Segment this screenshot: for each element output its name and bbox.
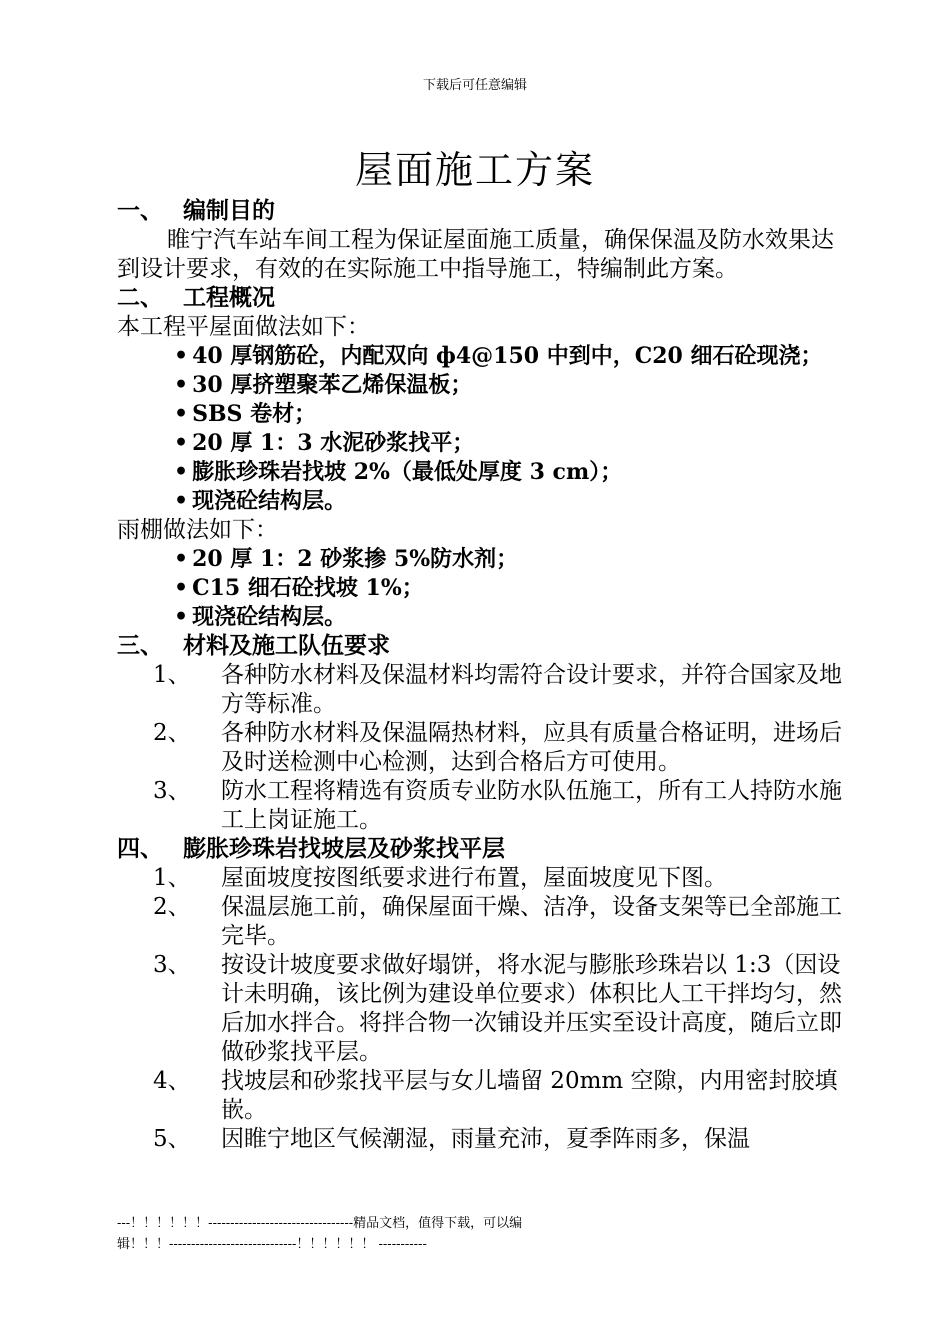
item-text: 保温层施工前，确保屋面干燥、洁净，设备支架等已全部施工完毕。 (221, 894, 842, 949)
roof-bullet-list (117, 342, 842, 516)
bullet-text: 30 厚挤塑聚苯乙烯保温板； (192, 372, 473, 398)
numbered-item (117, 1067, 842, 1125)
item-number: 2、 (153, 894, 191, 920)
bullet-icon: • (174, 430, 189, 456)
bullet-icon: • (174, 488, 189, 514)
bullet-icon: • (174, 401, 189, 427)
footer-line-1: ---！！！！！！---------------------------------精品文档，值得下载，可以编 (117, 1216, 523, 1231)
bullet-icon: • (174, 546, 189, 572)
item-number: 3、 (153, 952, 191, 978)
bullet-item (117, 545, 842, 574)
bullet-text: 40 厚钢筋砼，内配双向 ф4@150 中到中，C20 细石砼现浇； (192, 343, 823, 369)
bullet-item (117, 429, 842, 458)
section-title: 材料及施工队伍要求 (183, 633, 390, 659)
item-number: 5、 (153, 1126, 191, 1152)
section-title: 编制目的 (183, 198, 275, 224)
section-heading-4 (117, 835, 842, 864)
bullet-text: 20 厚 1：2 砂浆掺 5%防水剂； (192, 546, 519, 572)
requirements-list (117, 661, 842, 835)
bullet-text: 现浇砼结构层。 (192, 604, 347, 630)
bullet-icon: • (174, 575, 189, 601)
item-text: 按设计坡度要求做好塌饼，将水泥与膨胀珍珠岩以 1:3（因设计未明确，该比例为建设单位要求）体积比人工干拌均匀，然后加水拌合。将拌合物一次铺设并压实至设计高度，随后立即做砂浆找平层。 (221, 952, 842, 1065)
section-title: 工程概况 (183, 285, 275, 311)
item-number: 4、 (153, 1068, 191, 1094)
item-text: 找坡层和砂浆找平层与女儿墙留 20mm 空隙，内用密封胶填嵌。 (221, 1068, 838, 1123)
roof-intro: 本工程平屋面做法如下： (117, 314, 370, 340)
document-body (117, 197, 842, 1154)
bullet-text: SBS 卷材； (192, 401, 317, 427)
header-note: 下载后可任意编辑 (422, 78, 527, 93)
bullet-icon: • (174, 372, 189, 398)
footer-note (117, 1213, 657, 1255)
section-number: 一、 (117, 198, 163, 224)
bullet-icon: • (174, 343, 189, 369)
section-title: 膨胀珍珠岩找坡层及砂浆找平层 (183, 836, 505, 862)
numbered-item (117, 893, 842, 951)
bullet-icon: • (174, 604, 189, 630)
procedure-list (117, 864, 842, 1154)
section-number: 三、 (117, 633, 163, 659)
item-text: 因睢宁地区气候潮湿，雨量充沛，夏季阵雨多，保温 (221, 1126, 750, 1152)
bullet-item (117, 342, 842, 371)
numbered-item (117, 661, 842, 719)
bullet-item (117, 458, 842, 487)
bullet-item (117, 487, 842, 516)
item-number: 3、 (153, 778, 191, 804)
bullet-text: 现浇砼结构层。 (192, 488, 347, 514)
item-text: 屋面坡度按图纸要求进行布置，屋面坡度见下图。 (221, 865, 727, 891)
item-text: 防水工程将精选有资质专业防水队伍施工，所有工人持防水施工上岗证施工。 (221, 778, 842, 833)
item-number: 1、 (153, 662, 191, 688)
canopy-intro: 雨棚做法如下： (117, 517, 278, 543)
numbered-item (117, 951, 842, 1067)
numbered-item (117, 719, 842, 777)
numbered-item (117, 864, 842, 893)
section-heading-3 (117, 632, 842, 661)
numbered-item (117, 777, 842, 835)
section-number: 四、 (117, 836, 163, 862)
bullet-item (117, 603, 842, 632)
item-number: 2、 (153, 720, 191, 746)
bullet-item (117, 371, 842, 400)
bullet-icon: • (174, 459, 189, 485)
numbered-item (117, 1125, 842, 1154)
bullet-item (117, 574, 842, 603)
bullet-text: 膨胀珍珠岩找坡 2%（最低处厚度 3 cm）； (192, 459, 623, 485)
section-heading-1 (117, 197, 842, 226)
canopy-bullet-list (117, 545, 842, 632)
item-number: 1、 (153, 865, 191, 891)
footer-line-2: 辑！！！-----------------------------！！！！！！ ----------- (117, 1237, 427, 1252)
bullet-text: C15 细石砼找坡 1%； (192, 575, 424, 601)
bullet-text: 20 厚 1：3 水泥砂浆找平； (192, 430, 475, 456)
bullet-item (117, 400, 842, 429)
document-title: 屋面施工方案 (354, 148, 595, 192)
section-number: 二、 (117, 285, 163, 311)
item-text: 各种防水材料及保温材料均需符合设计要求，并符合国家及地方等标准。 (221, 662, 842, 717)
section-heading-2 (117, 284, 842, 313)
paragraph-purpose: 睢宁汽车站车间工程为保证屋面施工质量，确保保温及防水效果达到设计要求，有效的在实际施工中指导施工，特编制此方案。 (117, 227, 834, 282)
item-text: 各种防水材料及保温隔热材料，应具有质量合格证明，进场后及时送检测中心检测，达到合格后方可使用。 (221, 720, 842, 775)
